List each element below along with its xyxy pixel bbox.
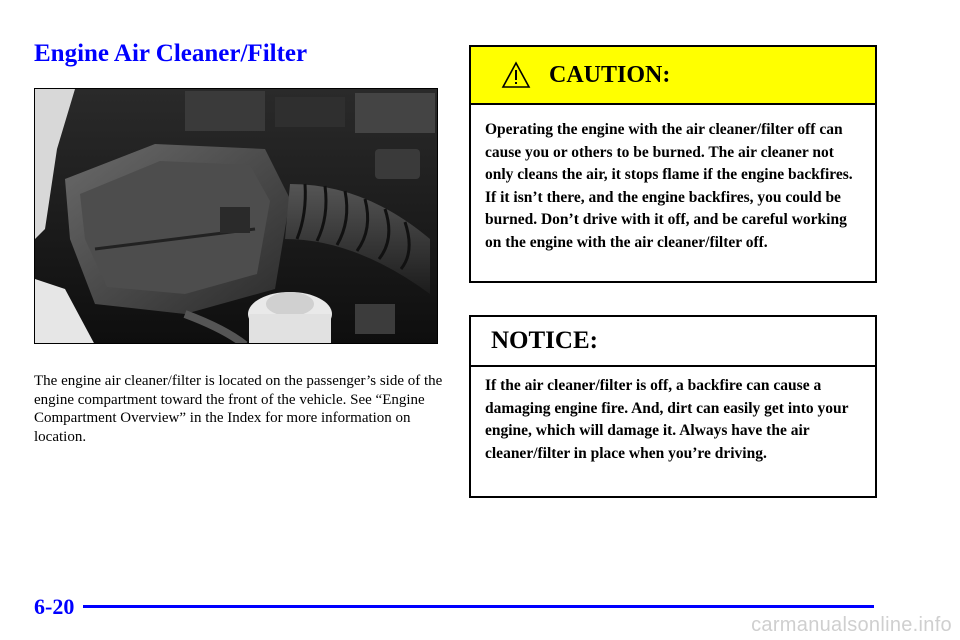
page-title: Engine Air Cleaner/Filter (34, 40, 308, 67)
notice-header (471, 317, 875, 367)
caution-text: Operating the engine with the air cleaner/filter off can cause you or others to be burned. The air cleaner not only cleans the air, it stops flame if the engine backfires. If it isn’t there, and the engine backfires, you could be burned. Don’t drive with it off, and be careful working on the engine with the air cleaner/filter off. (485, 121, 853, 251)
caution-heading: CAUTION: (549, 61, 671, 88)
notice-heading: NOTICE: (491, 327, 598, 354)
notice-text: If the air cleaner/filter is off, a backfire can cause a damaging engine fire. And, dirt can easily get into your engine, which will damage it. Always have the air cleaner/filter in place when you’re driving. (485, 377, 849, 462)
watermark: carmanualsonline.info (751, 614, 952, 636)
engine-compartment-photo (34, 88, 438, 344)
warning-triangle-icon (501, 61, 531, 89)
caution-header (471, 47, 875, 105)
caution-box (469, 45, 877, 283)
body-paragraph: The engine air cleaner/filter is located on the passenger’s side of the engine compartment toward the front of the vehicle. See “Engine Compartment Overview” in the Index for more information on location. (34, 373, 443, 445)
notice-box (469, 315, 877, 498)
footer-rule (83, 605, 874, 608)
page-number: 6-20 (34, 594, 75, 619)
